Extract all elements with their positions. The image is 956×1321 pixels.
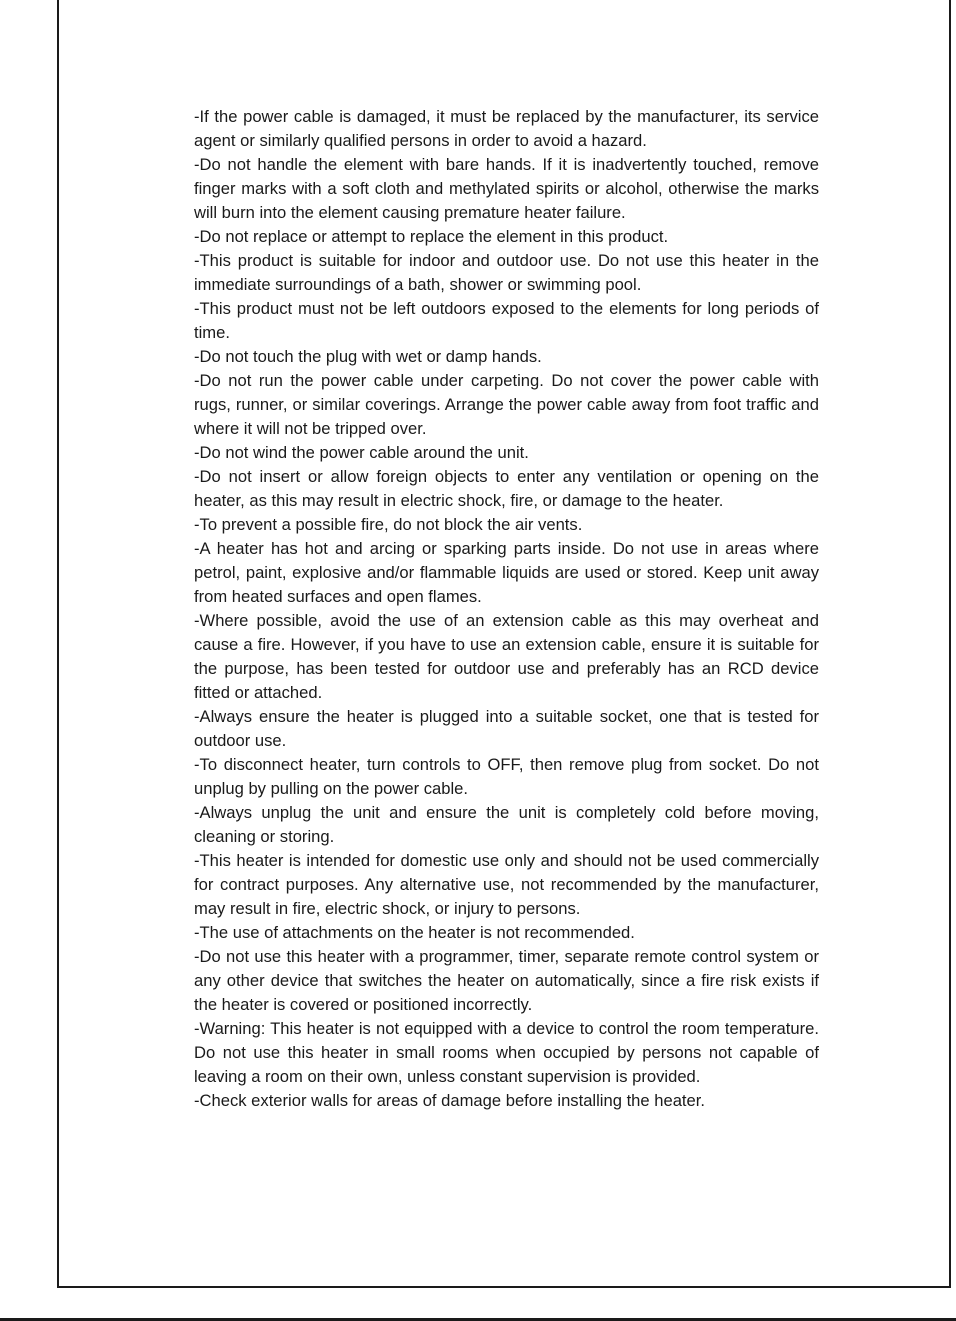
instruction-disconnect: -To disconnect heater, turn controls to OFF, then remove plug from socket. Do not unplug by pulling on the power cable.	[194, 755, 819, 798]
instruction-power-cable-damaged: -If the power cable is damaged, it must be replaced by the manufacturer, its service agent or similarly qualified persons in order to avoid a hazard.	[194, 107, 819, 150]
instruction-wind-cable: -Do not wind the power cable around the unit.	[194, 443, 529, 462]
instruction-hot-parts: -A heater has hot and arcing or sparking parts inside. Do not use in areas where petrol, paint, explosive and/or flammable liquids are used or stored. Keep unit away from heated surfaces and open flames.	[194, 539, 819, 606]
instruction-foreign-objects: -Do not insert or allow foreign objects to enter any ventilation or opening on the heater, as this may result in electric shock, fire, or damage to the heater.	[194, 467, 819, 510]
instruction-suitable-socket: -Always ensure the heater is plugged into a suitable socket, one that is tested for outdoor use.	[194, 707, 819, 750]
instruction-programmer-timer: -Do not use this heater with a programmer, timer, separate remote control system or any other device that switches the heater on automatically, since a fire risk exists if the heater is covered or positioned incorrectly.	[194, 947, 819, 1014]
instruction-attachments: -The use of attachments on the heater is not recommended.	[194, 923, 635, 942]
instruction-unplug-before-moving: -Always unplug the unit and ensure the unit is completely cold before moving, cleaning or storing.	[194, 803, 819, 846]
instruction-indoor-outdoor-use: -This product is suitable for indoor and outdoor use. Do not use this heater in the immediate surroundings of a bath, shower or swimming pool.	[194, 251, 819, 294]
instruction-exterior-walls: -Check exterior walls for areas of damage before installing the heater.	[194, 1091, 705, 1110]
safety-instructions-list	[194, 105, 819, 1113]
instruction-cable-carpeting: -Do not run the power cable under carpeting. Do not cover the power cable with rugs, runner, or similar coverings. Arrange the power cable away from foot traffic and where it will not be tripped over.	[194, 371, 819, 438]
instruction-outdoor-exposure: -This product must not be left outdoors exposed to the elements for long periods of time.	[194, 299, 819, 342]
instruction-warning-room-temperature: -Warning: This heater is not equipped with a device to control the room temperature. Do not use this heater in small rooms when occupied by persons not capable of leaving a room on their own, unless constant supervision is provided.	[194, 1019, 819, 1086]
instruction-domestic-use: -This heater is intended for domestic use only and should not be used commercially for contract purposes. Any alternative use, not recommended by the manufacturer, may result in fire, electric shock, or injury to persons.	[194, 851, 819, 918]
instruction-extension-cable: -Where possible, avoid the use of an extension cable as this may overheat and cause a fire. However, if you have to use an extension cable, ensure it is suitable for the purpose, has been tested for outdoor use and preferably has an RCD device fitted or attached.	[194, 611, 819, 702]
instruction-replace-element: -Do not replace or attempt to replace the element in this product.	[194, 227, 669, 246]
instruction-wet-hands: -Do not touch the plug with wet or damp hands.	[194, 347, 542, 366]
instruction-handle-element: -Do not handle the element with bare hands. If it is inadvertently touched, remove finger marks with a soft cloth and methylated spirits or alcohol, otherwise the marks will burn into the element causing premature heater failure.	[194, 155, 819, 222]
instruction-air-vents: -To prevent a possible fire, do not block the air vents.	[194, 515, 583, 534]
